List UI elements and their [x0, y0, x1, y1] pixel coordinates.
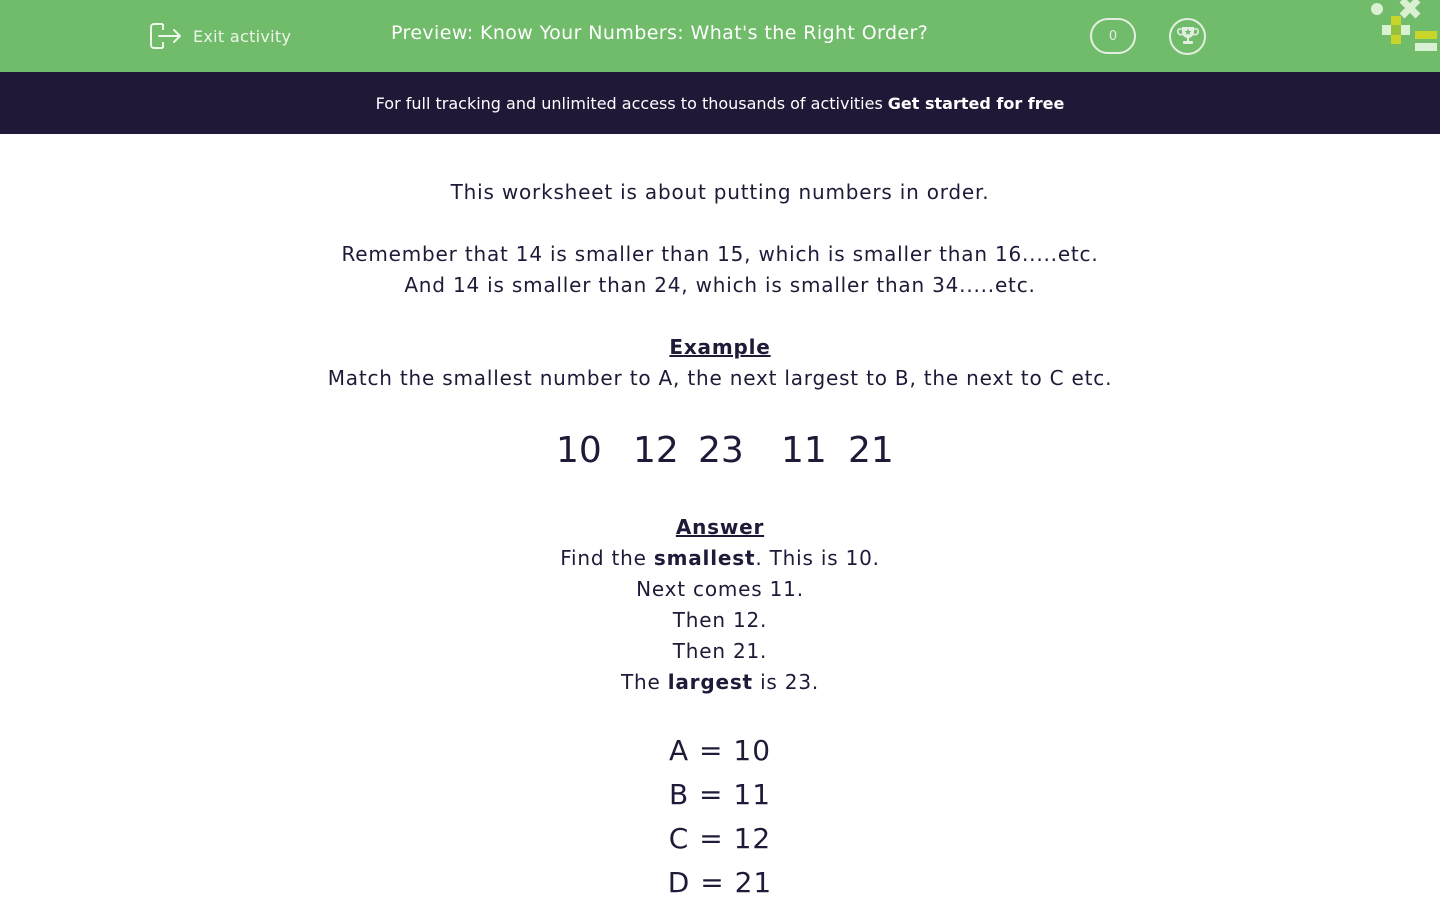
exit-icon: [149, 21, 183, 51]
match-c: C = 12: [668, 822, 772, 855]
answer-line-5: The largest is 23.: [620, 670, 820, 694]
number-item: 10: [556, 430, 602, 471]
answer-line-3: Then 12.: [672, 608, 768, 632]
logo-icon: [1366, 0, 1440, 56]
score-value: 0: [1108, 28, 1118, 44]
answer-line-2: Next comes 11.: [636, 577, 804, 601]
match-b: B = 11: [668, 778, 772, 811]
number-item: 21: [848, 430, 894, 471]
exit-activity-button[interactable]: [149, 20, 291, 52]
number-item: 12: [633, 430, 679, 471]
banner-text: For full tracking and unlimited access to thousands of activities: [375, 93, 883, 113]
number-item: 23: [698, 430, 744, 471]
get-started-link[interactable]: Get started for free: [887, 93, 1065, 113]
top-bar: [0, 0, 1440, 72]
score-badge: [1090, 18, 1136, 54]
intro-text: This worksheet is about putting numbers in order.: [450, 180, 990, 204]
match-a: A = 10: [668, 734, 772, 767]
remember-text-2: And 14 is smaller than 24, which is smaller than 34.....etc.: [404, 273, 1036, 297]
match-d: D = 21: [667, 866, 773, 899]
example-instruction: Match the smallest number to A, the next largest to B, the next to C etc.: [327, 366, 1113, 390]
example-heading: Example: [669, 335, 771, 359]
exit-activity-label: Exit activity: [193, 26, 292, 46]
trophy-button[interactable]: [1169, 18, 1206, 55]
answer-line-1: Find the smallest. This is 10.: [560, 546, 880, 570]
answer-heading: Answer: [675, 515, 765, 539]
trophy-icon: [1177, 24, 1199, 50]
number-list: [0, 430, 1440, 480]
remember-text-1: Remember that 14 is smaller than 15, which is smaller than 16.....etc.: [341, 242, 1099, 266]
upgrade-banner: [0, 72, 1440, 134]
page-title: Preview: Know Your Numbers: What's the Right Order?: [391, 22, 929, 44]
number-item: 11: [781, 430, 827, 471]
answer-line-4: Then 21.: [672, 639, 768, 663]
